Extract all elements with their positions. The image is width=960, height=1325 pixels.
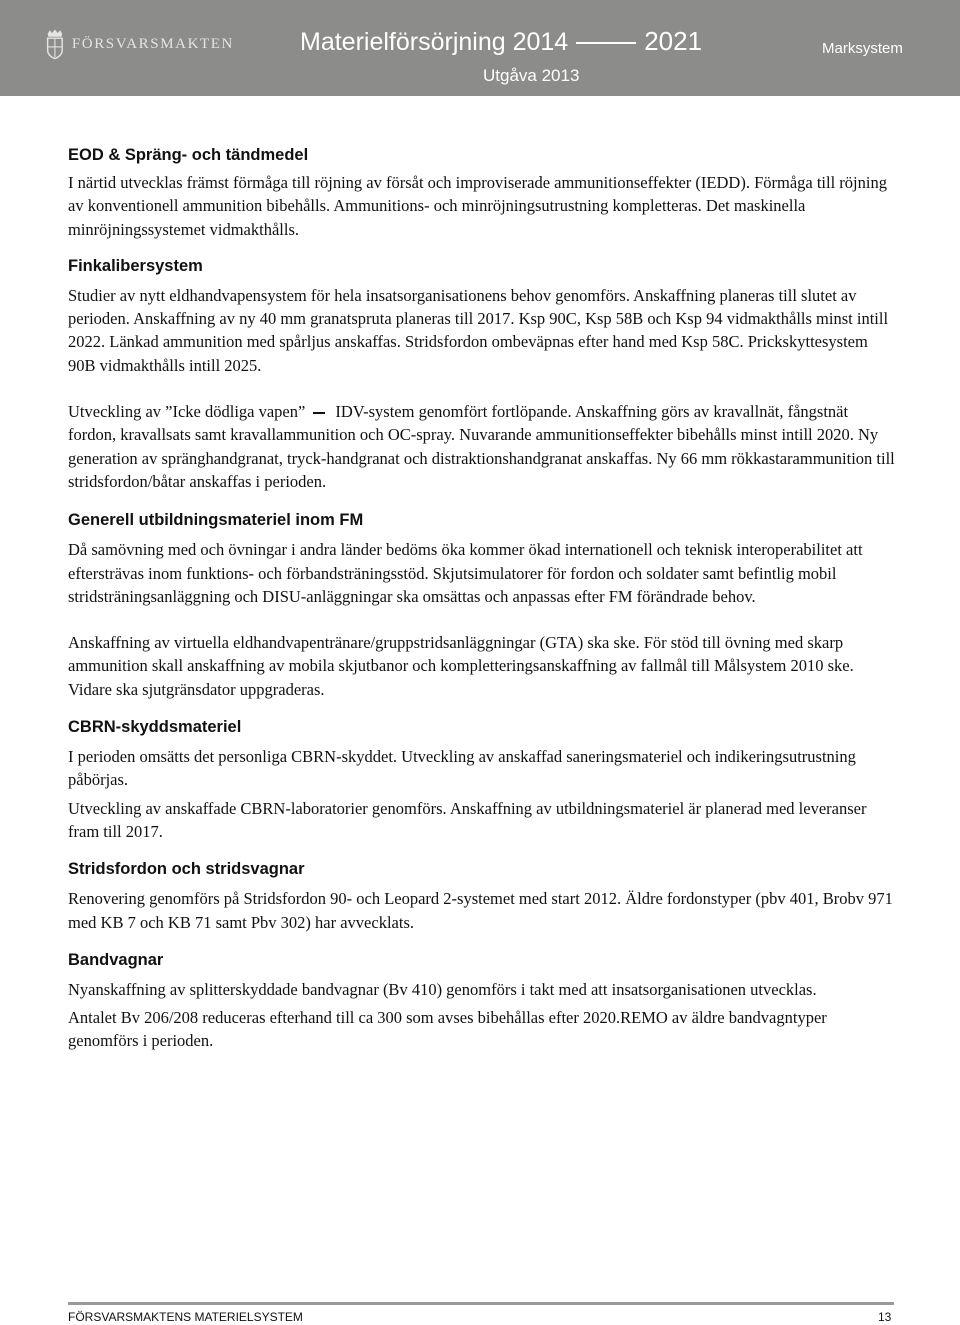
paragraph-cbrn-1: I perioden omsätts det personliga CBRN-skyddet. Utveckling av anskaffad saneringsmateriel och indikeringsutrustning påbörjas. xyxy=(68,747,856,790)
document-body xyxy=(68,144,898,1053)
heading-finkaliber: Finkalibersystem xyxy=(68,256,203,275)
footer-title: FÖRSVARSMAKTENS MATERIELSYSTEM xyxy=(68,1310,303,1324)
title-dash xyxy=(576,42,636,44)
crown-crest-icon xyxy=(44,22,66,66)
idv-lead: Utveckling av ”Icke dödliga vapen” xyxy=(68,402,306,422)
page-number: 13 xyxy=(878,1310,892,1324)
title-year: 2021 xyxy=(644,26,703,56)
footer-divider xyxy=(68,1302,894,1305)
section-label: Marksystem xyxy=(822,40,903,57)
paragraph-bandvagnar-2: Antalet Bv 206/208 reduceras efterhand till ca 300 som avses bibehållas efter 2020.REMO av äldre bandvagntyper genomförs i perioden. xyxy=(68,1008,827,1051)
paragraph-finkaliber-1: Studier av nytt eldhandvapensystem för hela insatsorganisationens behov genomförs. Anskaffning planeras till slutet av perioden. Anskaffning av ny 40 mm granatspruta planeras till 2017. Ksp 90C, Ksp 58B och Ksp 94 vidmakthålls minst intill 2022. Länkad ammunition med spårljus anskaffas. Stridsfordon ombeväpnas efter hand med Ksp 58C. Prickskyttesystem 90B vidmakthålls intill 2025. xyxy=(68,285,889,375)
page-header xyxy=(0,0,960,96)
logo xyxy=(44,22,234,66)
paragraph-finkaliber-2 xyxy=(68,400,898,493)
dash xyxy=(313,412,325,414)
paragraph-cbrn-2: Utveckling av anskaffade CBRN-laboratorier genomförs. Anskaffning av utbildningsmateriel är planerad med leveranser fram till 2017. xyxy=(68,798,867,841)
edition-label: Utgåva 2013 xyxy=(483,66,580,85)
heading-eod: EOD & Spräng- och tändmedel xyxy=(68,146,309,164)
heading-stridsfordon: Stridsfordon och stridsvagnar xyxy=(68,860,305,879)
paragraph-bandvagnar-1: Nyanskaffning av splitterskyddade bandvagnar (Bv 410) genomförs i takt med att insatsorganisationen utvecklas. xyxy=(68,979,817,999)
heading-cbrn: CBRN-skyddsmateriel xyxy=(68,718,242,737)
heading-utbildning: Generell utbildningsmateriel inom FM xyxy=(68,511,364,530)
paragraph-utbildning-1: Då samövning med och övningar i andra länder bedöms öka kommer ökad internationell och teknisk interoperabilitet att eftersträvas inom funktions- och förbandsträningsstöd. Skjutsimulatorer för fordon och soldater samt befintlig mobil stridsträningsanläggning och DISU-anläggningar ska omsättas och anpassas efter FM förändrade behov. xyxy=(68,540,863,606)
paragraph-eod: I närtid utvecklas främst förmåga till röjning av försåt och improviserade ammunitionseffekter (IEDD). Förmåga till röjning av konventionell ammunition bibehålls. Ammunitions- och minröjningsutrustning kompletteras. Det maskinella minröjningssystemet vidmakthålls. xyxy=(68,173,887,239)
page-title xyxy=(300,26,702,57)
logo-text: FÖRSVARSMAKTEN xyxy=(71,35,234,52)
paragraph-utbildning-2: Anskaffning av virtuella eldhandvapentränare/gruppstridsanläggningar (GTA) ska ske. För stöd till övning med skarp ammunition skall anskaffning av mobila skjutbanor och kompletteringsanskaffning av fallmål till Målsystem 2010 ske. Vidare ska sjutgränsdator uppgraderas. xyxy=(68,633,854,699)
paragraph-stridsfordon: Renovering genomförs på Stridsfordon 90- och Leopard 2-systemet med start 2012. Äldre fordonstyper (pbv 401, Brobv 971 med KB 7 och KB 71 samt Pbv 302) har avvecklats. xyxy=(68,889,893,932)
heading-bandvagnar: Bandvagnar xyxy=(68,950,164,969)
title-text: Materielförsörjning 2014 xyxy=(300,28,569,56)
idv-rest: IDV-system genomfört fortlöpande. Anskaffning görs av kravallnät, fångstnät fordon, kravallsats samt kravallammunition och OC-spray. Nuvarande ammunitionseffekter bibehålls minst intill 2020. Ny generation av spränghandgranat, tryck-handgranat och distraktionshandgranat anskaffas. Ny 66 mm rökkastarammunition till stridsfordon/båtar anskaffas i perioden. xyxy=(68,402,895,491)
